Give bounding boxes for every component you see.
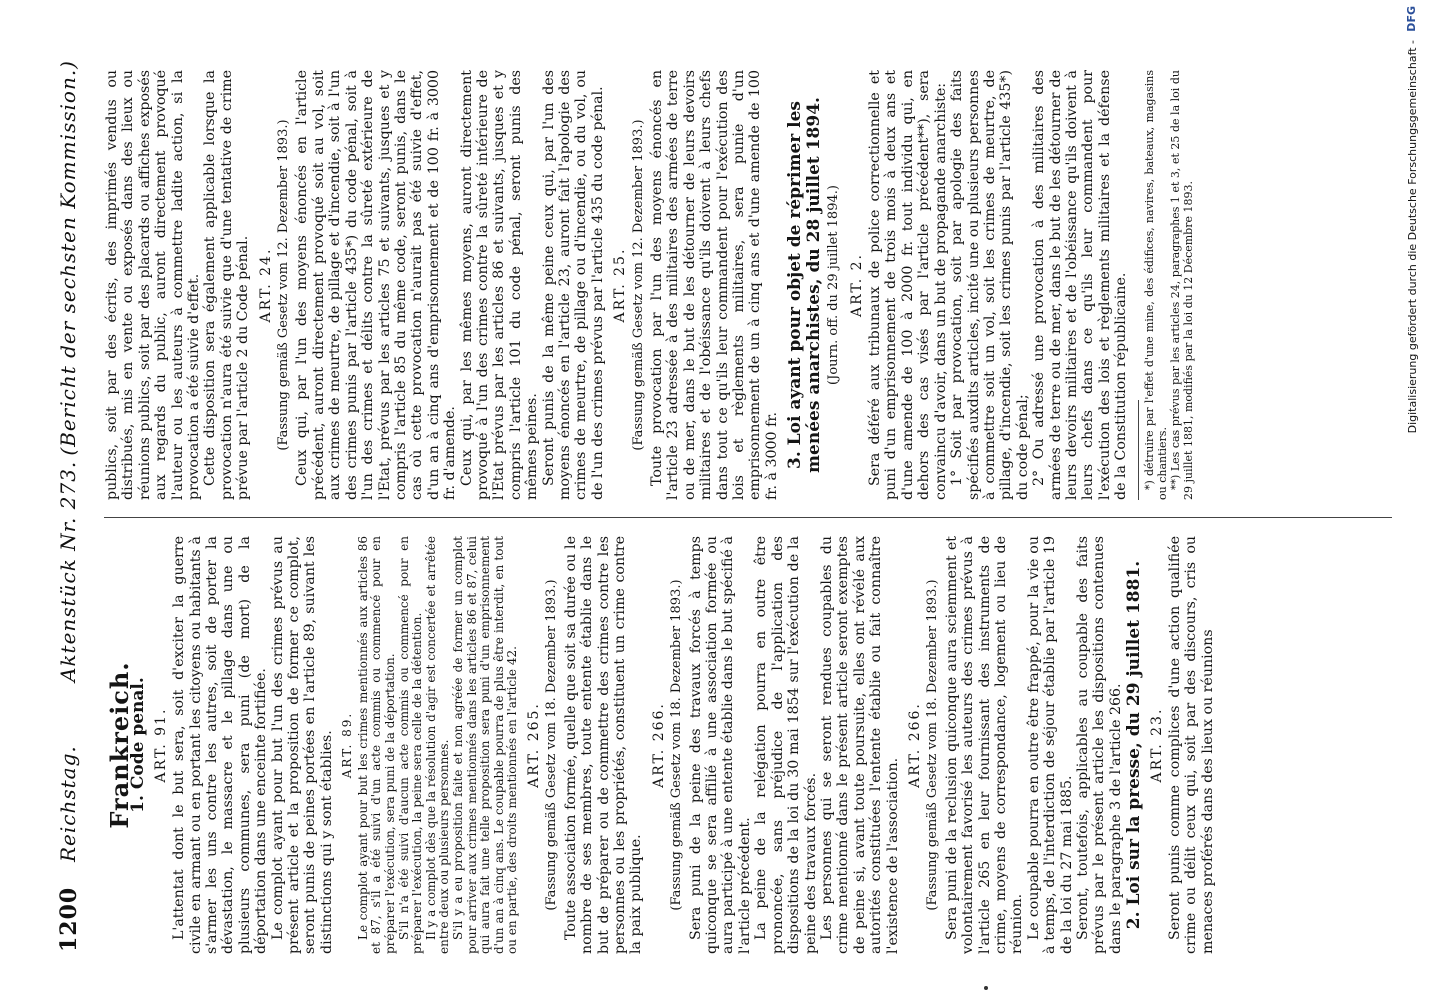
paragraph: L'attentat dont le but sera, soit d'exciter la guerre civile en armant ou en portant les citoyens ou habitants à s'armer les uns contre les autres, soit de porter la dévastation, le massacre et le pillage dans une ou plusieurs communes, sera puni (de mort) de la déportation dans une enceinte fortifiée. xyxy=(171,536,270,954)
article-heading: ART. 2. xyxy=(848,253,865,317)
paragraph: Ceux qui, par l'un des moyens énoncés en l'article précédent, auront directement provoqué soit au vol, soit aux crimes de meurtre, de pillage et d'incendie, soit à l'un des crimes punis par l'article 435*) du code pénal, soit à l'un des crimes et délits contre la sûreté extérieure de l'Etat, prévus par les articles 75 et suivants, jusques et y compris l'article 85 du même code, seront punis, dans le cas où cette provocation n'aurait pas été suivie d'effet, d'un an à cinq ans d'emprisonnement et de 100 fr. à 3000 fr. d'amende. xyxy=(294,70,459,500)
footnote: *) détruire par l'effet d'une mine, des édifices, navires, bateaux, magasins ou chantiers. xyxy=(1142,70,1169,500)
paragraph: Il y a complot dès que la résolution d'agir est concertée et arrêtée entre deux ou plusieurs personnes. xyxy=(423,536,452,954)
journal-reference: (Journ. off. du 29 juillet 1894.) xyxy=(826,185,842,385)
paragraph: Sera puni de la reclusion quiconque aura sciemment et volontairement favorisé les auteurs des crimes prévus à l'article 265 en leur fournissant des instruments de crime, moyens de correspondance, logement ou lieu de réunion. xyxy=(943,536,1026,954)
paragraph: S'il n'a été suivi d'aucun acte commis ou commencé pour en préparer l'exécution, la peine sera celle de la détention. xyxy=(396,536,425,954)
section-1-title: 1. Code penal. xyxy=(128,677,149,813)
footnote: **) Les cas prévus par les articles 24, paragraphes 1 et 3, et 25 de la loi du 29 juillet 1881, modifiés par la loi du 12 Décembre 1893. xyxy=(1168,70,1195,500)
column-divider xyxy=(104,517,1392,518)
article-heading: ART. 89. xyxy=(340,711,355,779)
article-heading: ART. 24. xyxy=(257,247,274,323)
section-3-title: 3. Loi ayant pour objet de réprimer les menées anarchistes, du 28 juillet 1894. xyxy=(785,97,825,473)
section-2-title: 2. Loi sur la presse, du 29 juillet 1881. xyxy=(1124,560,1145,930)
paragraph: Les personnes qui se seront rendues coupables du crime mentionné dans le présent article seront exemptes de peine si, avant toute poursuite, elles ont révélé aux autorités constituées l'entente établie ou fait connaître l'existence de l'association. xyxy=(818,536,901,954)
left-column xyxy=(104,536,1402,954)
paragraph: La peine de la relégation pourra en outre être prononcée, sans préjudice de l'application des dispositions de la loi du 30 mai 1854 sur l'exécution de la peine des travaux forcés. xyxy=(753,536,819,954)
article-heading: ART. 265. xyxy=(526,702,542,788)
right-column xyxy=(104,70,1402,500)
footnote-rule xyxy=(1138,400,1139,500)
version-note: (Fassung gemäß Gesetz vom 12. Dezember 1893.) xyxy=(630,119,646,451)
paragraph: Ceux qui, par les mêmes moyens, auront directement provoqué à l'un des crimes contre la sûreté intérieure de l'Etat prévus par les articles 86 et suivants, jusques et y compris l'article 101 du code pénal, seront punis des mêmes peines. xyxy=(458,70,541,500)
paragraph: Le complot ayant pour but l'un des crimes prévus au présent article et la proposition de former ce complot, seront punis de peines portées en l'article 89, suivant les distinctions qui y sont établies. xyxy=(269,536,335,954)
paragraph: Seront punis comme complices d'une action qualifiée crime ou délit ceux qui, soit par des discours, cris ou menaces proférés dans des lieux ou réunions xyxy=(1167,536,1216,954)
paragraph: Le coupable pourra en outre être frappé, pour la vie ou à temps, de l'interdiction de séjour établie par l'article 19 de la loi du 27 mai 1885. xyxy=(1025,536,1075,954)
header-left: Reichstag. xyxy=(56,745,80,862)
version-note: (Fassung gemäß Gesetz vom 12. Dezember 1893.) xyxy=(276,119,292,451)
header-right: (Bericht der sechsten Kommission.) xyxy=(56,60,80,456)
paragraph: Sera puni de la peine des travaux forcés à temps quiconque se sera affilié à une association formée ou aura participé à une entente établie dans le but spécifié à l'article précédent. xyxy=(687,536,753,954)
article-heading: ART. 266. xyxy=(906,702,923,788)
version-note: (Fassung gemäß Gesetz vom 18. Dezember 1893.) xyxy=(925,579,941,911)
article-heading: ART. 25. xyxy=(612,247,629,323)
digitization-text: Digitalisierung gefördert durch die Deutsche Forschungsgemeinschaft - xyxy=(1406,40,1419,434)
paragraph: Le complot ayant pour but les crimes mentionnés aux articles 86 et 87, s'il a été suivi d'un acte commis ou commencé pour en préparer l'exécution, sera puni de la déportation. xyxy=(355,536,398,954)
article-heading: ART. 266. xyxy=(650,702,667,788)
version-note: (Fassung gemäß Gesetz vom 18. Dezember 1893.) xyxy=(544,579,560,911)
dfg-logo: DFG xyxy=(1405,6,1418,32)
paragraph: Toute provocation par l'un des moyens énoncés en l'article 23 adressée à des militaires des armées de terre ou de mer, dans le but de les détourner de leurs devoirs militaires et de l'obéissance qu'ils doivent à leurs chefs dans tout ce qu'ils leur commandent pour l'exécution des lois et règlements militaires, sera punie d'un emprisonnement de un à cinq ans et d'une amende de 100 fr. à 3000 fr. xyxy=(649,70,780,500)
page-number: 1200 xyxy=(56,886,82,952)
paragraph: Sera déféré aux tribunaux de police correctionnelle et puni d'un emprisonnement de trois mois à deux ans et d'une amende de 100 à 2000 fr. tout individu qui, en dehors des cas visés par l'article précédent**), sera convaincu d'avoir, dans un but de propagande anarchiste: xyxy=(867,70,949,500)
paragraph: Cette disposition sera également applicable lorsque la provocation n'aura été suivie que d'une tentative de crime prévue par l'article 2 du Code pénal. xyxy=(202,70,252,500)
paragraph: publics, soit par des écrits, des imprimés vendus ou distribués, mis en vente ou exposés dans des lieux ou réunions publics, soit par des placards ou affiches exposés aux regards du public, auront directement provoqué l'auteur ou les auteurs à commettre ladite action, si la provocation a été suivie d'effet. xyxy=(104,70,203,500)
paragraph: Seront, toutefois, applicables au coupable des faits prévus par le présent article les dispositions contenues dans le paragraphe 3 de l'article 266. xyxy=(1075,536,1124,954)
paragraph: 1° Soit par provocation, soit par apologie des faits spécifiés auxdits articles, incité une ou plusieurs personnes à commettre soit un vol, soit les crimes de meurtre, de pillage, d'incendie, soit les crimes punis par l'article 435*) du code pénal; xyxy=(949,70,1031,500)
digitization-notice xyxy=(1404,0,1424,1000)
paragraph: 2° Ou adressé une provocation à des militaires des armées de terre ou de mer, dans le but de les détourner de leurs devoirs militaires et de l'obéissance qu'ils doivent à leurs chefs dans ce qu'ils leur commandent pour l'exécution des lois et règlements militaires et la défense de la Constitution républicaine. xyxy=(1031,70,1130,500)
scan-speck xyxy=(984,986,988,990)
country-heading: Frankreich. xyxy=(105,661,134,829)
header-center: Aktenstück Nr. 273. xyxy=(56,460,80,682)
article-heading: ART. 23. xyxy=(1148,707,1165,783)
running-header xyxy=(56,60,92,952)
paragraph: S'il y a eu proposition faite et non agréée de former un complot pour arriver aux crimes mentionnés dans les articles 86 et 87, celui qui aura fait une telle proposition sera puni d'un emprisonnement d'un an à cinq ans. Le coupable pourra de plus être interdit, en tout ou en partie, des droits mentionnés en l'article 42. xyxy=(451,536,520,954)
paragraph: Toute association formée, quelle que soit sa durée ou le nombre de ses membres, toute entente établie dans le but de préparer ou de commettre des crimes contre les personnes ou les propriétés, constituent un crime contre la paix publique. xyxy=(562,536,645,954)
version-note: (Fassung gemäß Gesetz vom 18. Dezember 1893.) xyxy=(669,579,685,911)
article-heading: ART. 91. xyxy=(152,707,169,783)
paragraph: Seront punis de la même peine ceux qui, par l'un des moyens énoncés en l'article 23, auront fait l'apologie des crimes de meurtre, de pillage ou d'incendie, ou du vol, ou de l'un des crimes prévus par l'article 435 du code pénal. xyxy=(540,70,606,500)
